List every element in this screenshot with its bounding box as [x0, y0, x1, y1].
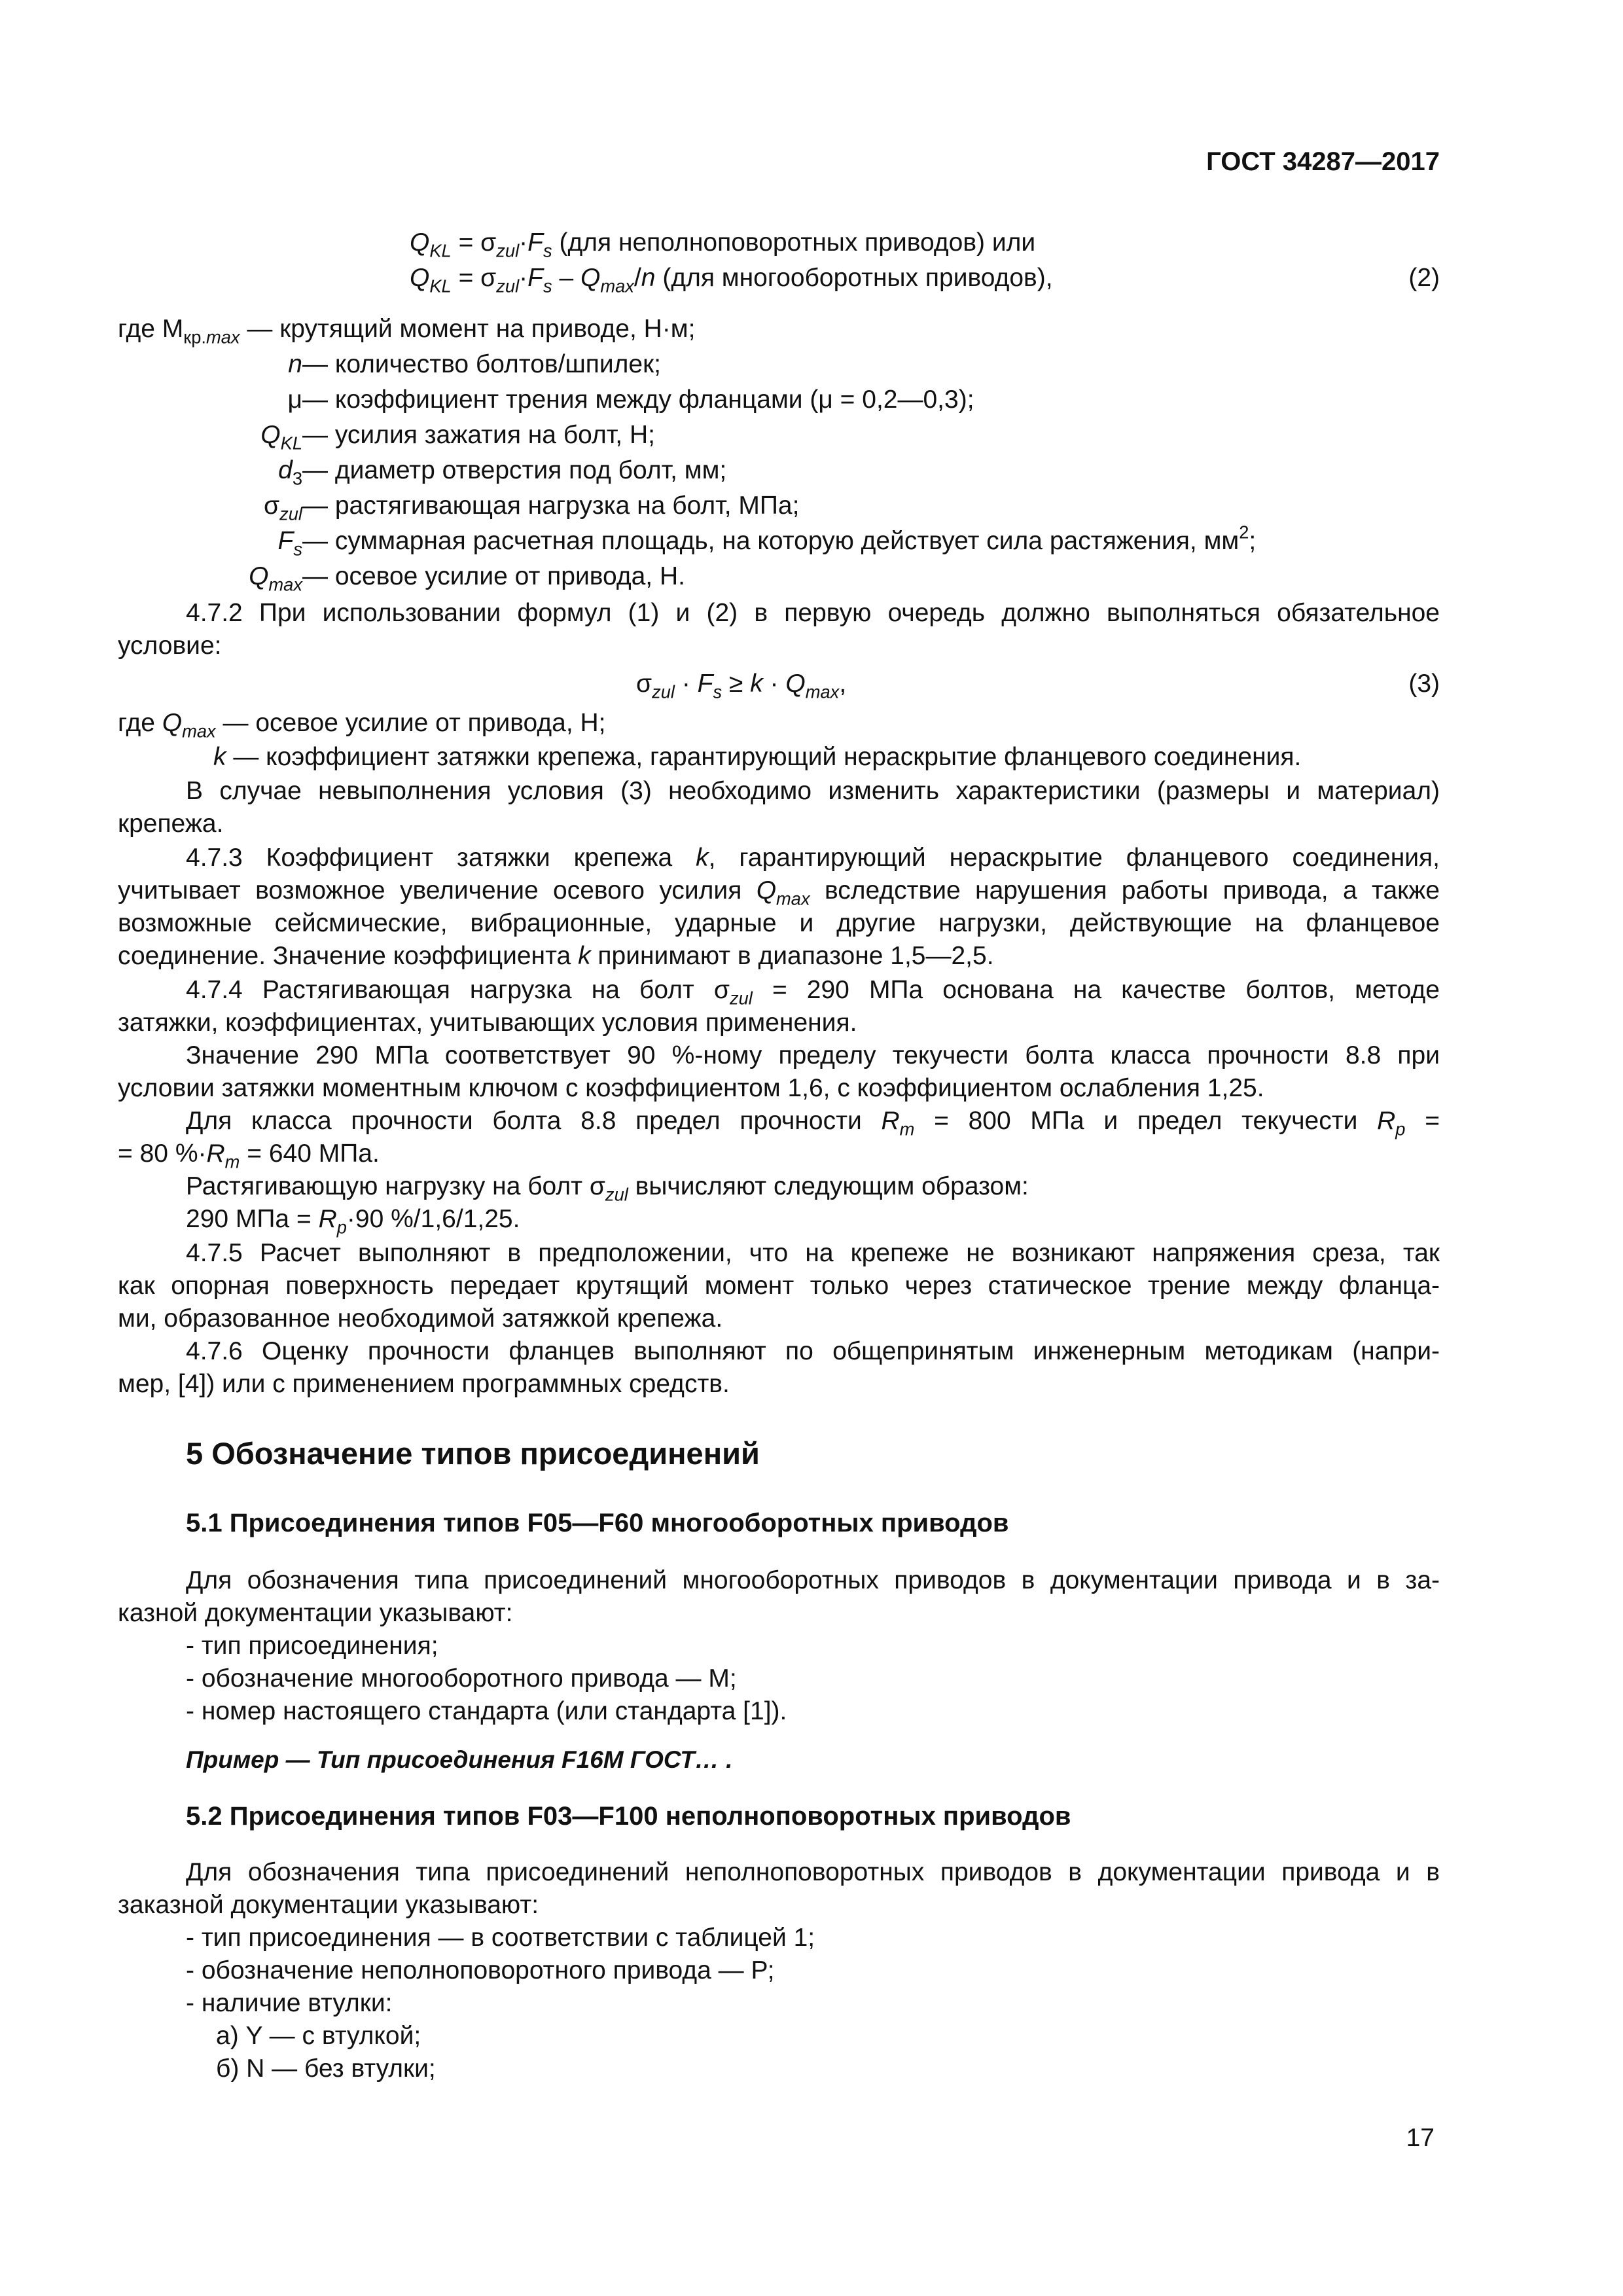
para-text: 290 МПа = — [186, 1205, 319, 1233]
formula-symbol: Q — [785, 670, 806, 698]
section-52-bullet-3: - наличие втулки: — [186, 1989, 393, 2017]
para-text: 4.7.4 Растягивающая нагрузка на болт σ — [186, 976, 730, 1004]
where-subscript: KL — [280, 433, 302, 454]
where2-line-1 — [118, 707, 606, 740]
where-symbol: Q — [162, 709, 183, 737]
formula-2-line-1 — [410, 226, 1035, 259]
formula-text: / — [633, 264, 641, 292]
formula-symbol: F — [527, 264, 543, 292]
section-51-bullet-1: - тип присоединения; — [186, 1632, 438, 1660]
para-475-line-1: 4.7.5 Расчет выполняют в предположении, что на крепеже не возникают напряжения среза, так — [186, 1239, 1440, 1267]
para-fail-line-2: крепежа. — [118, 810, 224, 838]
where-item-qmax — [0, 560, 302, 593]
para-text: = 290 МПа основана на качестве болтов, методе — [752, 976, 1440, 1004]
standard-header: ГОСТ 34287—2017 — [1206, 147, 1440, 176]
section-52-line-2: заказной документации указывают: — [118, 1891, 539, 1919]
formula-subscript: s — [543, 276, 552, 296]
page-number: 17 — [1406, 2124, 1435, 2152]
section-51-bullet-2: - обозначение многооборотного привода — М; — [186, 1664, 737, 1693]
formula-text: σ — [636, 670, 652, 698]
para-text: вследствие нарушения работы привода, а также — [810, 876, 1440, 905]
para-474-line-3: Значение 290 МПа соответствует 90 %-ному пределу текучести болта класса прочности 8.8 при — [186, 1041, 1440, 1069]
formula-subscript: KL — [429, 240, 452, 261]
where-subscript-italic: max — [205, 327, 240, 348]
formula-subscript: max — [805, 681, 840, 702]
para-475-line-3: ми, образованное необходимой затяжкой крепежа. — [118, 1304, 723, 1333]
formula-3-number: (3) — [1408, 670, 1440, 698]
para-473-line-1 — [186, 842, 1440, 874]
para-text: = 640 МПа. — [240, 1139, 380, 1168]
where-subscript: s — [293, 539, 302, 560]
para-text: = 80 %· — [118, 1139, 207, 1168]
para-symbol: R — [1377, 1107, 1396, 1135]
section-51-line-2: казной документации указывают: — [118, 1599, 513, 1627]
para-text: вычисляют следующим образом: — [628, 1172, 1029, 1200]
para-text: учитывает возможное увеличение осевого усилия — [118, 876, 757, 905]
para-subscript: max — [776, 888, 810, 909]
formula-text: (для многооборотных приводов), — [655, 264, 1053, 292]
para-text: = — [1405, 1107, 1440, 1135]
formula-symbol: Q — [410, 264, 430, 292]
para-473-line-3: возможные сейсмические, вибрационные, ударные и другие нагрузки, действующие на фланцевое — [118, 909, 1440, 937]
section-52-bullet-4: а) Y — с втулкой; — [216, 2022, 421, 2050]
formula-symbol: n — [641, 264, 656, 292]
formula-symbol: k — [750, 670, 763, 698]
where-symbol: σ — [264, 492, 280, 520]
formula-symbol: F — [527, 228, 543, 257]
where-subscript: 3 — [292, 468, 302, 489]
para-fail-line-1: В случае невыполнения условия (3) необходимо изменить характеристики (размеры и материал) — [186, 777, 1440, 805]
formula-symbol: Q — [580, 264, 601, 292]
para-symbol: k — [578, 942, 591, 970]
para-474-line-6 — [118, 1138, 380, 1170]
where-symbol: n — [288, 350, 302, 378]
where-item-mu-text — [302, 384, 974, 416]
formula-subscript: zul — [652, 681, 675, 702]
where-item-szul — [0, 490, 302, 522]
para-text: ·90 %/1,6/1,25. — [346, 1205, 520, 1233]
section-52-line-1: Для обозначения типа присоединений неполноповоротных приводов в документации привода и в — [186, 1858, 1440, 1886]
formula-symbol: Q — [410, 228, 430, 257]
para-476-line-2: мер, [4]) или с применением программных средств. — [118, 1370, 730, 1398]
where-symbol: Q — [249, 562, 269, 590]
where-item-n — [0, 348, 302, 381]
formula-text: · — [762, 670, 786, 698]
para-474-line-8 — [186, 1203, 520, 1236]
para-subscript: m — [224, 1151, 240, 1172]
section-52-bullet-5: б) N — без втулки; — [216, 2054, 436, 2083]
section-52-bullet-1: - тип присоединения — в соответствии с таблицей 1; — [186, 1924, 815, 1952]
formula-subscript: s — [543, 240, 552, 261]
formula-text: , — [839, 670, 847, 698]
para-473-line-2 — [118, 874, 1440, 907]
para-474-line-7 — [186, 1170, 1029, 1203]
para-symbol: k — [696, 844, 709, 872]
formula-subscript: zul — [496, 276, 520, 296]
where-text: — суммарная расчетная площадь, на которую действует сила растяжения, мм — [302, 527, 1240, 555]
where-prefix: где М — [118, 315, 184, 343]
where-superscript: 2 — [1239, 522, 1249, 543]
where-text: — осевое усилие от привода, Н. — [302, 562, 685, 590]
para-text: Для класса прочности болта 8.8 предел прочности — [186, 1107, 882, 1135]
formula-subscript: s — [713, 681, 722, 702]
formula-text: · — [519, 264, 528, 292]
where-subscript: max — [182, 721, 216, 742]
formula-subscript: KL — [429, 276, 452, 296]
para-text: соединение. Значение коэффициента — [118, 942, 579, 970]
where-item-szul-text — [302, 490, 799, 522]
section-5-title: 5 Обозначение типов присоединений — [186, 1436, 760, 1471]
where-subscript: zul — [279, 503, 302, 524]
para-473-line-4 — [118, 940, 994, 973]
formula-3 — [636, 668, 846, 700]
where-symbol: F — [277, 527, 294, 555]
formula-subscript: max — [600, 276, 634, 296]
para-symbol: Q — [756, 876, 777, 905]
section-52-bullet-2: - обозначение неполноповоротного привода — Р; — [186, 1956, 775, 1984]
where-text: ; — [1249, 527, 1257, 555]
where-item-fs — [0, 525, 302, 558]
formula-text: · — [674, 670, 698, 698]
where-prefix: где — [118, 709, 162, 737]
section-51-line-1: Для обозначения типа присоединений многооборотных приводов в документации привода и в за- — [186, 1566, 1440, 1594]
where-line-n-text — [302, 348, 661, 381]
para-symbol: R — [206, 1139, 225, 1168]
where-item-fs-text — [302, 522, 1257, 558]
formula-text: – — [552, 264, 581, 292]
para-text: = 800 МПа и предел текучести — [914, 1107, 1378, 1135]
where-subscript: кр. — [183, 327, 206, 348]
para-text: принимают в диапазоне 1,5—2,5. — [590, 942, 994, 970]
formula-symbol: F — [697, 670, 713, 698]
formula-text: (для неполноповоротных приводов) или — [552, 228, 1036, 257]
para-subscript: zul — [729, 988, 753, 1009]
para-symbol: R — [318, 1205, 337, 1233]
where-symbol: k — [213, 743, 226, 771]
section-51-title: 5.1 Присоединения типов F05—F60 многооборотных приводов — [186, 1509, 1009, 1537]
para-subscript: p — [336, 1217, 347, 1238]
section-52-title: 5.2 Присоединения типов F03—F100 неполноповоротных приводов — [186, 1802, 1071, 1831]
where-text: — крутящий момент на приводе, Н·м; — [240, 315, 696, 343]
formula-text: = σ — [451, 264, 497, 292]
formula-text: ≥ — [722, 670, 751, 698]
where-line-torque — [118, 313, 695, 346]
where-item-mu — [0, 384, 302, 416]
para-474-line-4: условии затяжки моментным ключом с коэффициентом 1,6, с коэффициентом ослабления 1,25. — [118, 1074, 1264, 1102]
para-symbol: R — [881, 1107, 900, 1135]
where-text: — коэффициент затяжки крепежа, гарантирующий нераскрытие фланцевого соединения. — [226, 743, 1302, 771]
where-item-d3-text — [302, 454, 726, 487]
where-subscript: max — [268, 574, 302, 595]
para-subscript: p — [1395, 1119, 1406, 1139]
where-item-d3 — [0, 454, 302, 487]
where-symbol: d — [278, 456, 293, 484]
para-474-line-2: затяжки, коэффициентах, учитывающих условия применения. — [118, 1009, 857, 1037]
formula-2-line-2 — [410, 262, 1053, 295]
where-text: — усилия зажатия на болт, Н; — [302, 421, 655, 449]
where-text: — коэффициент трения между фланцами (μ = 0,2—0,3); — [302, 386, 974, 414]
para-472-line-2: условие: — [118, 632, 222, 660]
where-item-qmax-text — [302, 560, 685, 593]
formula-2-number: (2) — [1408, 264, 1440, 292]
para-475-line-2: как опорная поверхность передает крутящий момент только через статическое трение между фланца- — [118, 1272, 1440, 1300]
where-item-qkl — [0, 419, 302, 452]
para-474-line-1 — [186, 974, 1440, 1007]
para-subscript: m — [899, 1119, 915, 1139]
where-symbol: Q — [260, 421, 281, 449]
where-symbol: μ — [287, 386, 302, 414]
where2-line-2 — [213, 741, 1301, 774]
para-text: Растягивающую нагрузку на болт σ — [186, 1172, 605, 1200]
formula-text: · — [519, 228, 528, 257]
where-item-qkl-text — [302, 419, 655, 452]
where-text: — количество болтов/шпилек; — [302, 350, 662, 378]
where-text: — диаметр отверстия под болт, мм; — [302, 456, 727, 484]
para-476-line-1: 4.7.6 Оценку прочности фланцев выполняют по общепринятым инженерным методикам (напри- — [186, 1337, 1440, 1365]
para-474-line-5 — [186, 1105, 1440, 1138]
formula-subscript: zul — [496, 240, 520, 261]
para-subscript: zul — [605, 1184, 628, 1205]
section-51-bullet-3: - номер настоящего стандарта (или стандарта [1]). — [186, 1697, 787, 1725]
section-51-example: Пример — Тип присоединения F16M ГОСТ… . — [186, 1746, 733, 1773]
formula-text: = σ — [451, 228, 497, 257]
where-text: — растягивающая нагрузка на болт, МПа; — [302, 492, 800, 520]
para-472-line-1: 4.7.2 При использовании формул (1) и (2) в первую очередь должно выполняться обязательное — [186, 599, 1440, 627]
where-text: — осевое усилие от привода, Н; — [215, 709, 606, 737]
para-text: 4.7.3 Коэффициент затяжки крепежа — [186, 844, 696, 872]
para-text: , гарантирующий нераскрытие фланцевого соединения, — [708, 844, 1440, 872]
